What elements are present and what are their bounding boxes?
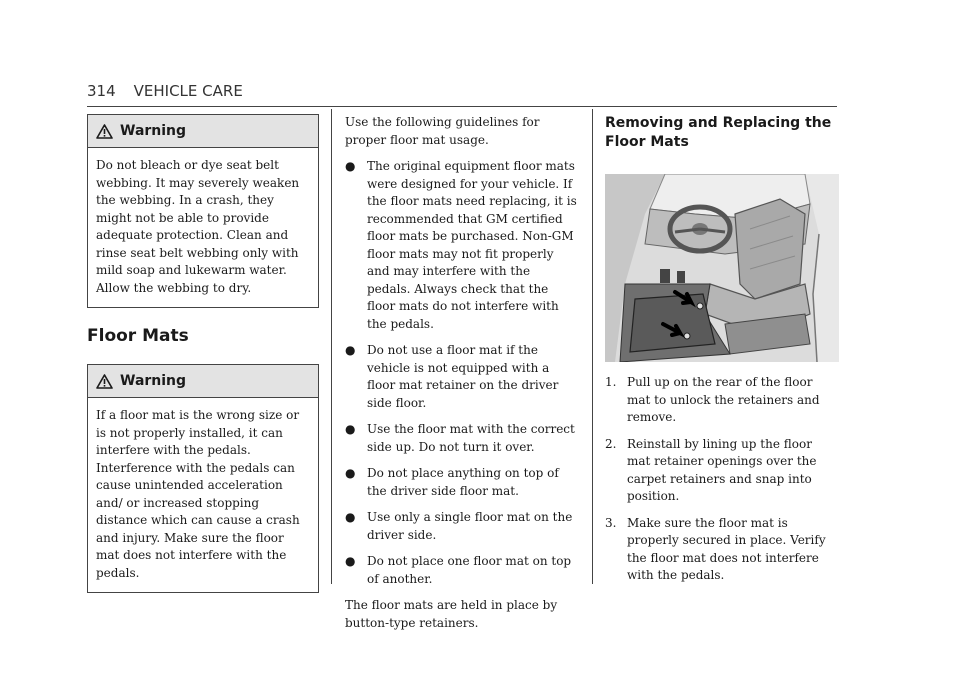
subsection-heading-removing: Removing and Replacing the Floor Mats (605, 115, 832, 150)
warning-title: Warning (120, 123, 187, 139)
guidelines-list (345, 158, 577, 588)
column-right (605, 114, 839, 594)
removing-steps (605, 374, 839, 585)
section-heading-floor-mats: Floor Mats (87, 326, 189, 346)
list-item: 2. Reinstall by lining up the floor mat retainer openings over the carpet retainers and snap into position. (605, 436, 817, 503)
warning-triangle-icon (96, 374, 113, 389)
warning-triangle-icon (96, 124, 113, 139)
warning-text: Do not bleach or dye seat belt webbing. It may severely weaken the webbing. In a crash, they might not be able to provide adequate protection. Clean and rinse seat belt webbing only with mild soap and lukewarm water. Allow the webbing to dry. (96, 158, 300, 295)
bullet: ● (345, 343, 356, 357)
floor-mat-illustration (605, 174, 839, 362)
list-item: ● Do not place one floor mat on top of another. (345, 554, 572, 586)
bullet: ● (345, 159, 356, 173)
guidelines-intro: Use the following guidelines for proper floor mat usage. (345, 115, 540, 147)
warning-title: Warning (120, 373, 187, 389)
warning-text: If a floor mat is the wrong size or is not properly installed, it can interfere with the pedals. Interference with the pedals can cause unintended acceleration and/ or increased stopping distance which can cause a crash and injury. Make sure the floor mat does not interfere with the pedals. (96, 408, 300, 580)
bullet: ● (345, 466, 356, 480)
list-item: ● Use only a single floor mat on the driver side. (345, 510, 573, 542)
page-header (87, 82, 837, 107)
list-item: ● Use the floor mat with the correct side up. Do not turn it over. (345, 422, 575, 454)
car-interior-illustration (605, 174, 839, 362)
column-divider (331, 109, 332, 584)
list-item: ● Do not place anything on top of the driver side floor mat. (345, 466, 559, 498)
list-item: 1. Pull up on the rear of the floor mat to unlock the retainers and remove. (605, 375, 820, 424)
retainers-note: The floor mats are held in place by button-type retainers. (345, 598, 558, 630)
column-left (87, 114, 319, 593)
list-item: ● Do not use a floor mat if the vehicle is not equipped with a floor mat retainer on the driver side floor. (345, 343, 559, 410)
column-middle (345, 114, 577, 641)
column-divider (592, 109, 593, 584)
warning-header (88, 365, 318, 398)
section-title: VEHICLE CARE (133, 82, 243, 100)
list-item: 3. Make sure the floor mat is properly secured in place. Verify the floor mat does not interfere with the pedals. (605, 515, 826, 582)
page-number: 314 (87, 82, 116, 100)
bullet: ● (345, 554, 356, 568)
warning-box-seat-belt (87, 114, 319, 308)
warning-header (88, 115, 318, 148)
warning-box-floor-mats (87, 364, 319, 593)
list-item: ● The original equipment floor mats were designed for your vehicle. If the floor mats need replacing, it is recommended that GM certified floor mats be purchased. Non-GM floor mats may not fit properly and may interfere with the pedals. Always check that the floor mats do not interfere with the pedals. (345, 159, 577, 331)
bullet: ● (345, 510, 356, 524)
bullet: ● (345, 422, 356, 436)
